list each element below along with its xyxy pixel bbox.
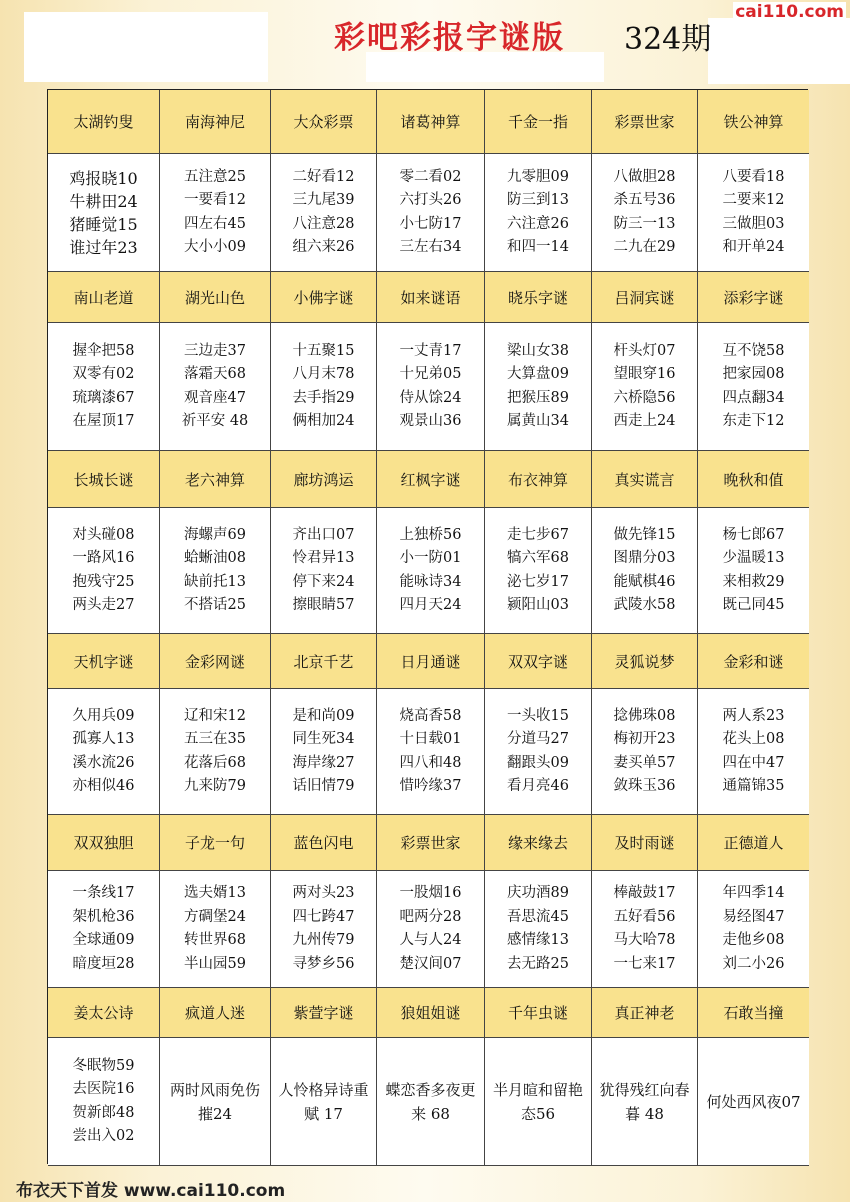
riddle-line: 蛤蜥油08 [184,550,246,566]
riddle-line: 犒六军68 [507,550,569,566]
riddle-line: 海螺声69 [184,526,246,543]
riddle-line: 四点翻34 [722,389,785,406]
column-header: 彩票世家 [377,815,485,871]
riddle-line: 去医院16 [72,1081,135,1097]
column-header: 南山老道 [48,272,160,323]
riddle-line: 鸡报晓10 [69,168,138,188]
riddle-line: 五三在35 [184,731,246,747]
column-header: 彩票世家 [592,90,698,154]
riddle-line: 属黄山34 [507,413,569,429]
riddle-line: 二要来12 [722,192,785,208]
riddle-line: 俩相加24 [292,413,355,429]
riddle-line: 九来防79 [184,778,246,794]
column-header: 诸葛神算 [377,90,485,154]
riddle-line: 擦眼睛57 [292,597,355,613]
riddle-cell [485,323,592,451]
riddle-line: 敛珠玉36 [613,778,676,794]
column-header: 廊坊鸿运 [271,451,377,508]
riddle-line: 贺新郎48 [72,1104,135,1121]
blank-box-left [24,12,268,82]
riddle-line: 四月天24 [399,597,462,613]
riddle-line: 话旧情79 [292,778,355,794]
riddle-cell [377,508,485,634]
riddle-line: 杨七郎67 [722,526,785,543]
riddle-line: 来相救29 [722,573,785,590]
riddle-line: 侍从馀24 [399,389,462,406]
column-header: 真实谎言 [592,451,698,508]
riddle-line: 楚汉间07 [399,955,462,972]
riddle-line: 十兄弟05 [399,366,462,382]
riddle-line: 和开单24 [722,239,785,255]
column-header: 子龙一句 [160,815,271,871]
column-header: 姜太公诗 [48,988,160,1038]
riddle-line: 选夫婿13 [184,885,246,901]
riddle-line: 分道马27 [507,731,569,747]
riddle-line: 在屋顶17 [72,413,135,429]
riddle-line: 能赋棋46 [613,573,676,590]
column-header: 如来谜语 [377,272,485,323]
riddle-line: 小七防17 [399,215,462,232]
riddle-line: 五好看56 [613,908,676,925]
riddle-line: 两头走27 [72,597,135,613]
riddle-line: 吧两分28 [399,908,462,925]
riddle-line: 九零胆09 [507,168,569,185]
riddle-line: 泌七岁17 [507,573,569,590]
riddle-cell [698,689,809,815]
riddle-line: 方碉堡24 [184,908,246,925]
riddle-line: 既己同45 [722,597,785,613]
riddle-line: 一路风16 [72,550,135,566]
riddle-line: 谁过年23 [69,237,138,257]
riddle-cell [698,871,809,988]
riddle-line: 寻梦乡56 [292,955,355,972]
riddle-cell [160,323,271,451]
column-header: 双双字谜 [485,634,592,689]
column-header: 及时雨谜 [592,815,698,871]
riddle-cell [271,323,377,451]
riddle-line: 一七来17 [613,955,676,972]
riddle-line: 海岸缘27 [292,754,355,771]
riddle-line: 冬眠物59 [72,1057,135,1074]
riddle-cell [48,1038,160,1166]
riddle-line: 停下来24 [292,573,355,590]
riddle-cell [698,154,809,272]
riddle-line: 三左右34 [399,239,462,255]
riddle-line: 捻佛珠08 [613,707,676,724]
riddle-cell [160,154,271,272]
column-header: 长城长谜 [48,451,160,508]
riddle-line: 妻买单57 [613,754,676,771]
riddle-line: 猪睡觉15 [69,214,138,234]
column-header: 铁公神算 [698,90,809,154]
riddle-line: 尝出入02 [72,1128,135,1144]
riddle-line: 暮 48 [625,1104,664,1123]
riddle-line: 一头收15 [507,707,569,724]
riddle-line: 少温暖13 [722,550,785,566]
riddle-line: 三做胆03 [722,215,785,232]
footer-text: 布衣天下首发 www.cai110.com [16,1181,286,1201]
column-header: 布衣神算 [485,451,592,508]
riddle-cell [698,508,809,634]
riddle-table [47,89,808,1164]
riddle-line: 四左右45 [184,215,246,232]
riddle-line: 一要看12 [184,192,246,208]
column-header: 吕洞宾谜 [592,272,698,323]
riddle-line: 颍阳山03 [507,597,569,613]
column-header: 正德道人 [698,815,809,871]
column-header: 金彩和谜 [698,634,809,689]
riddle-line: 西走上24 [613,413,676,429]
riddle-line: 观音座47 [184,389,246,406]
riddle-cell [377,871,485,988]
riddle-line: 六桥隐56 [613,389,676,406]
column-header: 大众彩票 [271,90,377,154]
riddle-line: 走他乡08 [722,932,785,948]
riddle-line: 牛耕田24 [69,191,138,211]
riddle-line: 惜吟缘37 [399,778,462,794]
column-header: 晚秋和值 [698,451,809,508]
riddle-cell [160,871,271,988]
riddle-line: 庆功酒89 [507,885,569,901]
column-header: 添彩字谜 [698,272,809,323]
riddle-line: 去手指29 [292,389,355,406]
riddle-line: 小一防01 [399,550,462,566]
riddle-line: 落霜天68 [184,366,246,382]
riddle-cell [271,689,377,815]
riddle-line: 五注意25 [184,168,246,185]
riddle-line: 梁山女38 [507,342,569,359]
riddle-line: 东走下12 [722,413,785,429]
riddle-line: 把猴压89 [507,389,569,406]
column-header: 紫萱字谜 [271,988,377,1038]
riddle-line: 架机枪36 [72,908,135,925]
riddle-cell [48,508,160,634]
riddle-line: 零二看02 [399,168,462,185]
riddle-line: 缺前托13 [184,573,246,590]
site-link[interactable]: cai110.com [735,2,844,22]
riddle-line: 武陵水58 [613,597,676,613]
riddle-cell [592,689,698,815]
riddle-line: 马大哈78 [613,932,676,948]
riddle-line: 摧24 [197,1104,233,1123]
riddle-line: 来 68 [411,1104,450,1123]
riddle-cell [485,871,592,988]
column-header: 灵狐说梦 [592,634,698,689]
riddle-line: 怜君异13 [292,550,355,566]
column-header: 石敢当撞 [698,988,809,1038]
riddle-line: 年四季14 [722,885,785,901]
riddle-line: 看月亮46 [507,778,569,794]
column-header: 老六神算 [160,451,271,508]
riddle-line: 久用兵09 [72,707,135,724]
riddle-line: 防三到13 [507,192,569,208]
riddle-line: 易经图47 [722,908,785,925]
riddle-line: 四七跨47 [292,908,355,925]
riddle-line: 三九尾39 [292,192,355,208]
riddle-cell [592,154,698,272]
column-header: 天机字谜 [48,634,160,689]
riddle-line: 双零有02 [72,366,135,382]
riddle-line: 犹得残红向春 [599,1080,690,1099]
riddle-cell [485,1038,592,1166]
riddle-line: 琉璃漆67 [72,389,135,406]
riddle-cell [160,689,271,815]
column-header: 千金一指 [485,90,592,154]
riddle-cell [592,1038,698,1166]
riddle-line: 大算盘09 [507,366,569,382]
riddle-line: 四在中47 [722,754,785,771]
riddle-cell [377,689,485,815]
riddle-line: 何处西风夜07 [706,1092,801,1111]
riddle-line: 握伞把58 [72,342,135,359]
column-header: 疯道人迷 [160,988,271,1038]
riddle-line: 组六来26 [292,239,355,255]
column-header: 湖光山色 [160,272,271,323]
riddle-line: 花头上08 [722,731,785,747]
riddle-cell [377,323,485,451]
riddle-line: 八注意28 [292,215,355,232]
column-header: 晓乐字谜 [485,272,592,323]
riddle-line: 烧高香58 [399,707,462,724]
riddle-line: 刘二小26 [722,955,785,972]
riddle-cell [271,1038,377,1166]
column-header: 红枫字谜 [377,451,485,508]
riddle-cell [48,689,160,815]
riddle-line: 和四一14 [507,239,569,255]
riddle-cell [592,323,698,451]
riddle-cell [485,154,592,272]
riddle-line: 八做胆28 [613,168,676,185]
riddle-cell [698,323,809,451]
riddle-line: 不搭话25 [184,597,246,613]
column-header: 千年虫谜 [485,988,592,1038]
riddle-line: 齐出口07 [292,526,355,543]
issue-number: 324期 [624,22,712,57]
blank-box-right [708,18,850,84]
column-header: 蓝色闪电 [271,815,377,871]
column-header: 南海神尼 [160,90,271,154]
riddle-line: 能咏诗34 [399,573,462,590]
riddle-line: 互不饶58 [722,342,785,359]
riddle-cell [485,508,592,634]
column-header: 狼姐姐谜 [377,988,485,1038]
riddle-line: 吾思流45 [507,908,569,925]
riddle-line: 上独桥56 [399,526,462,543]
riddle-cell [377,154,485,272]
column-header: 真正神老 [592,988,698,1038]
riddle-line: 十五聚15 [292,342,355,359]
riddle-line: 一条线17 [72,885,135,901]
riddle-line: 图鼎分03 [613,550,676,566]
riddle-line: 一股烟16 [399,885,462,901]
riddle-line: 六打头26 [399,192,462,208]
riddle-line: 棒敲鼓17 [613,885,676,901]
riddle-line: 辽和宋12 [184,707,246,724]
riddle-line: 八月末78 [292,366,355,382]
riddle-cell [160,1038,271,1166]
riddle-line: 对头碰08 [72,526,135,543]
riddle-line: 蝶恋香多夜更 [385,1080,476,1099]
riddle-line: 两对头23 [292,885,355,901]
riddle-line: 溪水流26 [72,754,135,771]
column-header: 北京千艺 [271,634,377,689]
riddle-cell [160,508,271,634]
riddle-line: 走七步67 [507,526,569,543]
riddle-line: 人与人24 [399,932,462,948]
riddle-line: 杀五号36 [613,192,676,208]
riddle-line: 观景山36 [399,413,462,429]
riddle-cell [485,689,592,815]
riddle-cell [48,154,160,272]
riddle-line: 态56 [520,1104,556,1123]
riddle-line: 二好看12 [292,168,355,185]
riddle-line: 两时风雨免伤 [169,1080,260,1099]
riddle-cell [592,871,698,988]
column-header: 双双独胆 [48,815,160,871]
riddle-line: 半山园59 [184,955,246,972]
riddle-line: 梅初开23 [613,731,676,747]
riddle-line: 望眼穿16 [613,366,676,382]
riddle-cell [48,323,160,451]
riddle-line: 赋 17 [304,1104,343,1123]
riddle-line: 两人系23 [722,707,785,724]
column-header: 缘来缘去 [485,815,592,871]
riddle-line: 花落后68 [184,754,246,771]
riddle-line: 祈平安 48 [181,413,249,429]
riddle-line: 暗度垣28 [72,955,135,972]
riddle-line: 八要看18 [722,168,785,185]
riddle-line: 六注意26 [507,215,569,232]
riddle-line: 二九在29 [613,239,676,255]
riddle-line: 通篇锦35 [722,778,785,794]
column-header: 小佛字谜 [271,272,377,323]
page-title: 彩吧彩报字谜版 [334,20,565,56]
riddle-cell [592,508,698,634]
column-header: 日月通谜 [377,634,485,689]
column-header: 太湖钓叟 [48,90,160,154]
riddle-line: 半月暄和留艳 [493,1080,584,1099]
riddle-line: 同生死34 [292,731,355,747]
riddle-line: 把家园08 [722,366,785,382]
riddle-line: 十日载01 [399,731,462,747]
riddle-line: 转世界68 [184,932,246,948]
riddle-line: 是和尚09 [292,707,355,724]
riddle-cell [271,871,377,988]
riddle-line: 亦相似46 [72,778,135,794]
riddle-cell [271,508,377,634]
riddle-line: 一丈青17 [399,342,462,359]
riddle-line: 孤寡人13 [72,731,135,747]
riddle-line: 抱残守25 [72,573,135,590]
riddle-line: 三边走37 [184,342,246,359]
riddle-cell [698,1038,809,1166]
riddle-line: 做先锋15 [613,526,676,543]
riddle-line: 全球通09 [72,932,135,948]
riddle-line: 杆头灯07 [613,342,676,359]
column-header: 金彩网谜 [160,634,271,689]
riddle-line: 四八和48 [399,754,462,771]
riddle-line: 去无路25 [507,955,569,972]
riddle-cell [377,1038,485,1166]
riddle-line: 大小小09 [184,239,246,255]
riddle-line: 九州传79 [292,932,355,948]
riddle-line: 翻跟头09 [507,754,569,771]
riddle-cell [271,154,377,272]
riddle-line: 感情缘13 [507,932,569,948]
riddle-cell [48,871,160,988]
riddle-line: 防三一13 [613,215,676,232]
riddle-line: 人怜格异诗重 [278,1080,369,1099]
